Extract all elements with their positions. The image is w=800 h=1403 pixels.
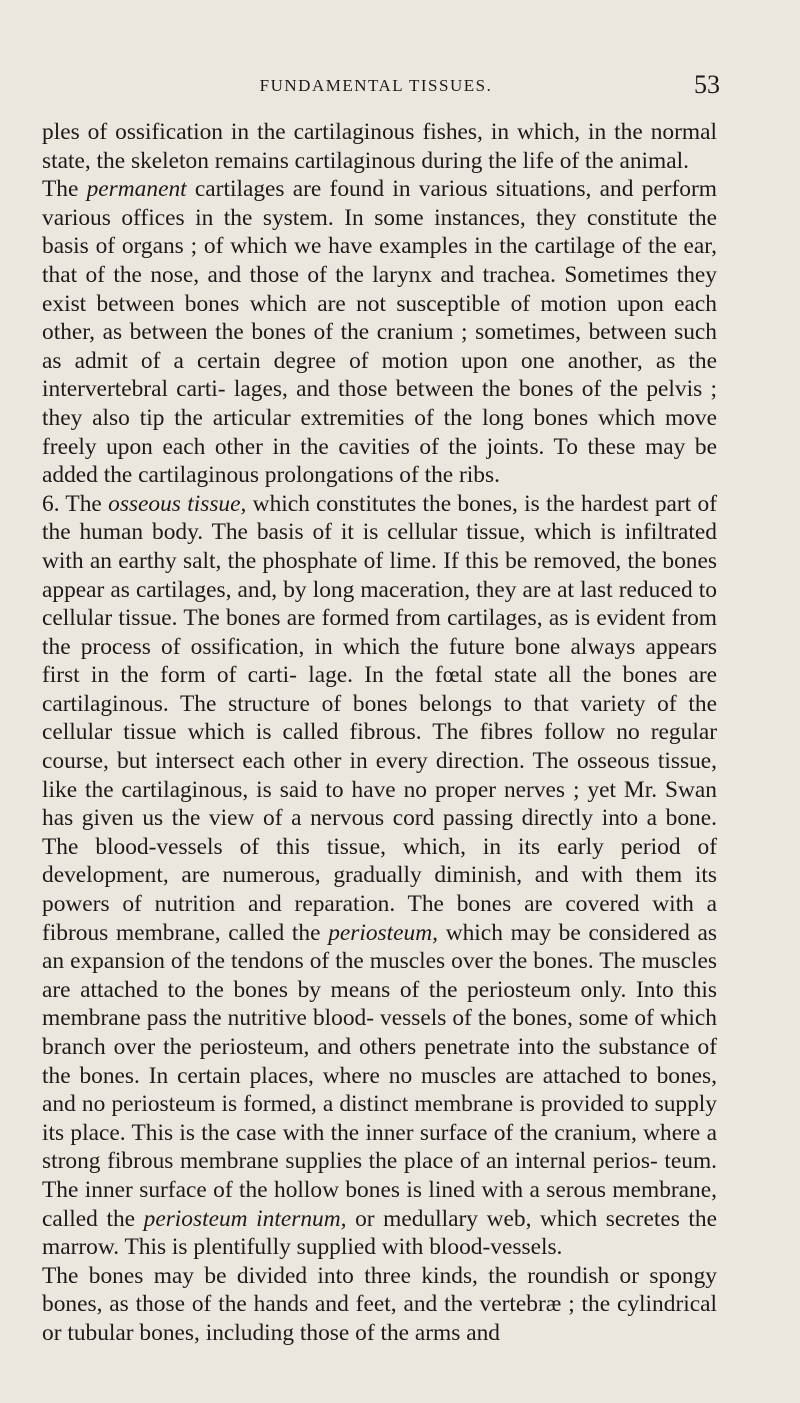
page-number: 53 [694,70,720,99]
paragraph-text: which constitutes the bones, is the hardest part of the human body. The basis of it is cellular tissue, which is infiltrated with an earthy salt, the phosphate of lime. If this be removed, the bones appear as cartilages, and, by long maceration, they are at last reduced to cellular tissue. The bones are formed from cartilages, as is evident from the process of ossification, in which the future bone always appears first in the form of carti- lage. In the fœtal state all the bones are cartilaginous. The structure of bones belongs to that variety of the cellular tissue which is called fibrous. The fibres follow no regular course, but intersect each other in every direction. The osseous tissue, like the cartilaginous, is said to have no proper nerves ; yet Mr. Swan has given us the view of a nervous cord passing directly into a bone. The blood-vessels of this tissue, which, in its early period of development, are numerous, gradually diminish, and with them its powers of nutrition and reparation. The bones are covered with a fibrous membrane, called the [42,490,717,946]
paragraph-text: cartilages are found in various situations, and perform various offices in the system. In some instances, they constitute the basis of organs ; of which we have examples in the cartilage of the ear, that of the nose, and those of the larynx and trachea. Sometimes they exist between bones which are not susceptible of motion upon each other, as between the bones of the cranium ; sometimes, between such as admit of a certain degree of motion upon one another, as the intervertebral carti- lages, and those between the bones of the pelvis ; they also tip the articular extremities of the long bones which move freely upon each other in the cavities of the joints. To these may be added the cartilaginous prolongations of the ribs. [42,176,717,489]
paragraph-osseous-tissue [42,490,717,1262]
paragraph-text: The [42,176,87,203]
paragraph-continuation: ples of ossification in the cartilaginous fishes, in which, in the normal state, the skeleton remains cartilaginous during the life of the animal. [42,119,717,174]
paragraph-permanent-cartilages [42,175,717,490]
emphasis-term: permanent [86,176,187,203]
running-head: FUNDAMENTAL TISSUES. [259,76,493,95]
emphasis-term: osseous tissue, [108,490,247,517]
emphasis-term: periosteum, [328,919,438,946]
paragraph-bone-kinds: The bones may be divided into three kinds, the roundish or spongy bones, as those of the hands and feet, and the vertebræ ; the cylindrical or tubular bones, including those of the arms and [42,1262,717,1346]
paragraph-text: which may be considered as an expansion of the tendons of the muscles over the bones. The muscles are attached to the bones by means of the periosteum only. Into this membrane pass the nutritive blood- vessels of the bones, some of which branch over the periosteum, and others penetrate into the substance of the bones. In certain places, where no muscles are attached to bones, and no periosteum is formed, a distinct membrane is provided to supply its place. This is the case with the inner surface of the cranium, where a strong fibrous membrane supplies the place of an internal perios- teum. The inner surface of the hollow bones is lined with a serous membrane, called the [42,919,717,1232]
body-text [42,118,717,1348]
page-header [42,70,720,102]
paragraph-text: or medullary web, which secretes the marrow. This is plentifully supplied with blood-vessels. [42,1205,717,1261]
emphasis-term: periosteum internum, [143,1205,347,1232]
paragraph-text: 6. The [42,490,109,517]
